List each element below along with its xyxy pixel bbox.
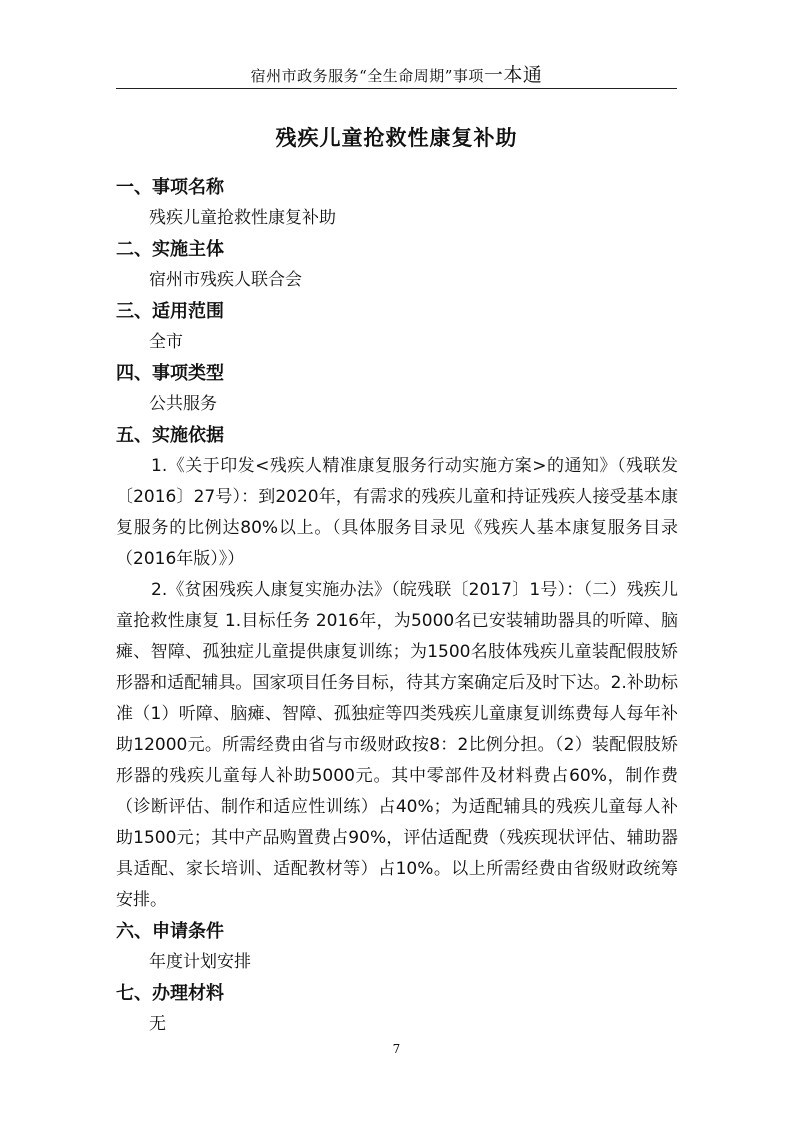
section-heading-conditions: 六、申请条件: [116, 921, 224, 942]
section-value-materials: 无: [149, 1014, 166, 1034]
section-heading-implementer: 二、实施主体: [116, 239, 224, 260]
section-value-type: 公共服务: [149, 394, 217, 414]
page-number: 7: [392, 1042, 401, 1056]
header-prefix: 宿州市政务服务“全生命周期”事项: [250, 67, 484, 85]
basis-paragraph-2: 2.《贫困残疾人康复实施办法》（皖残联〔2017〕1号）：（二）残疾儿童抢救性康复 1.目标任务 2016年，为5000名已安装辅助器具的听障、脑瘫、智障、孤独症儿童提供康复训练；为1500名肢体残疾儿童装配假肢矫形器和适配辅具。国家项目任务目标，待其方案确定后及时下达。2.补助标准（1）听障、脑瘫、智障、孤独症等四类残疾儿童康复训练费每人每年补助12000元。所需经费由省与市级财政按8：2比例分担。（2）装配假肢矫形器的残疾儿童每人补助5000元。其中零部件及材料费占60%，制作费（诊断评估、制作和适应性训练）占40%；为适配辅具的残疾儿童每人补助1500元；其中产品购置费占90%，评估适配费（残疾现状评估、辅助器具适配、家长培训、适配教材等）占10%。以上所需经费由省级财政统筹安排。: [116, 580, 678, 910]
section-heading-basis: 五、实施依据: [116, 425, 224, 446]
page-header: [0, 60, 793, 87]
header-suffix: 一本通: [483, 64, 543, 86]
section-value-item-name: 残疾儿童抢救性康复补助: [149, 208, 336, 228]
section-heading-scope: 三、适用范围: [116, 301, 224, 322]
section-heading-materials: 七、办理材料: [116, 983, 224, 1004]
section-value-scope: 全市: [149, 332, 183, 352]
document-body: [116, 172, 678, 1040]
document-title: 残疾儿童抢救性康复补助: [275, 126, 518, 150]
section-heading-item-name: 一、事项名称: [116, 177, 224, 198]
section-value-implementer: 宿州市残疾人联合会: [149, 270, 302, 290]
section-value-conditions: 年度计划安排: [149, 952, 251, 972]
header-rule: [116, 88, 677, 89]
basis-paragraph-1: 1.《关于印发<残疾人精准康复服务行动实施方案>的通知》（残联发〔2016〕27号）：到2020年，有需求的残疾儿童和持证残疾人接受基本康复服务的比例达80%以上。（具体服务目录见《残疾人基本康复服务目录（2016年版）》）: [116, 456, 678, 569]
section-heading-type: 四、事项类型: [116, 363, 224, 384]
